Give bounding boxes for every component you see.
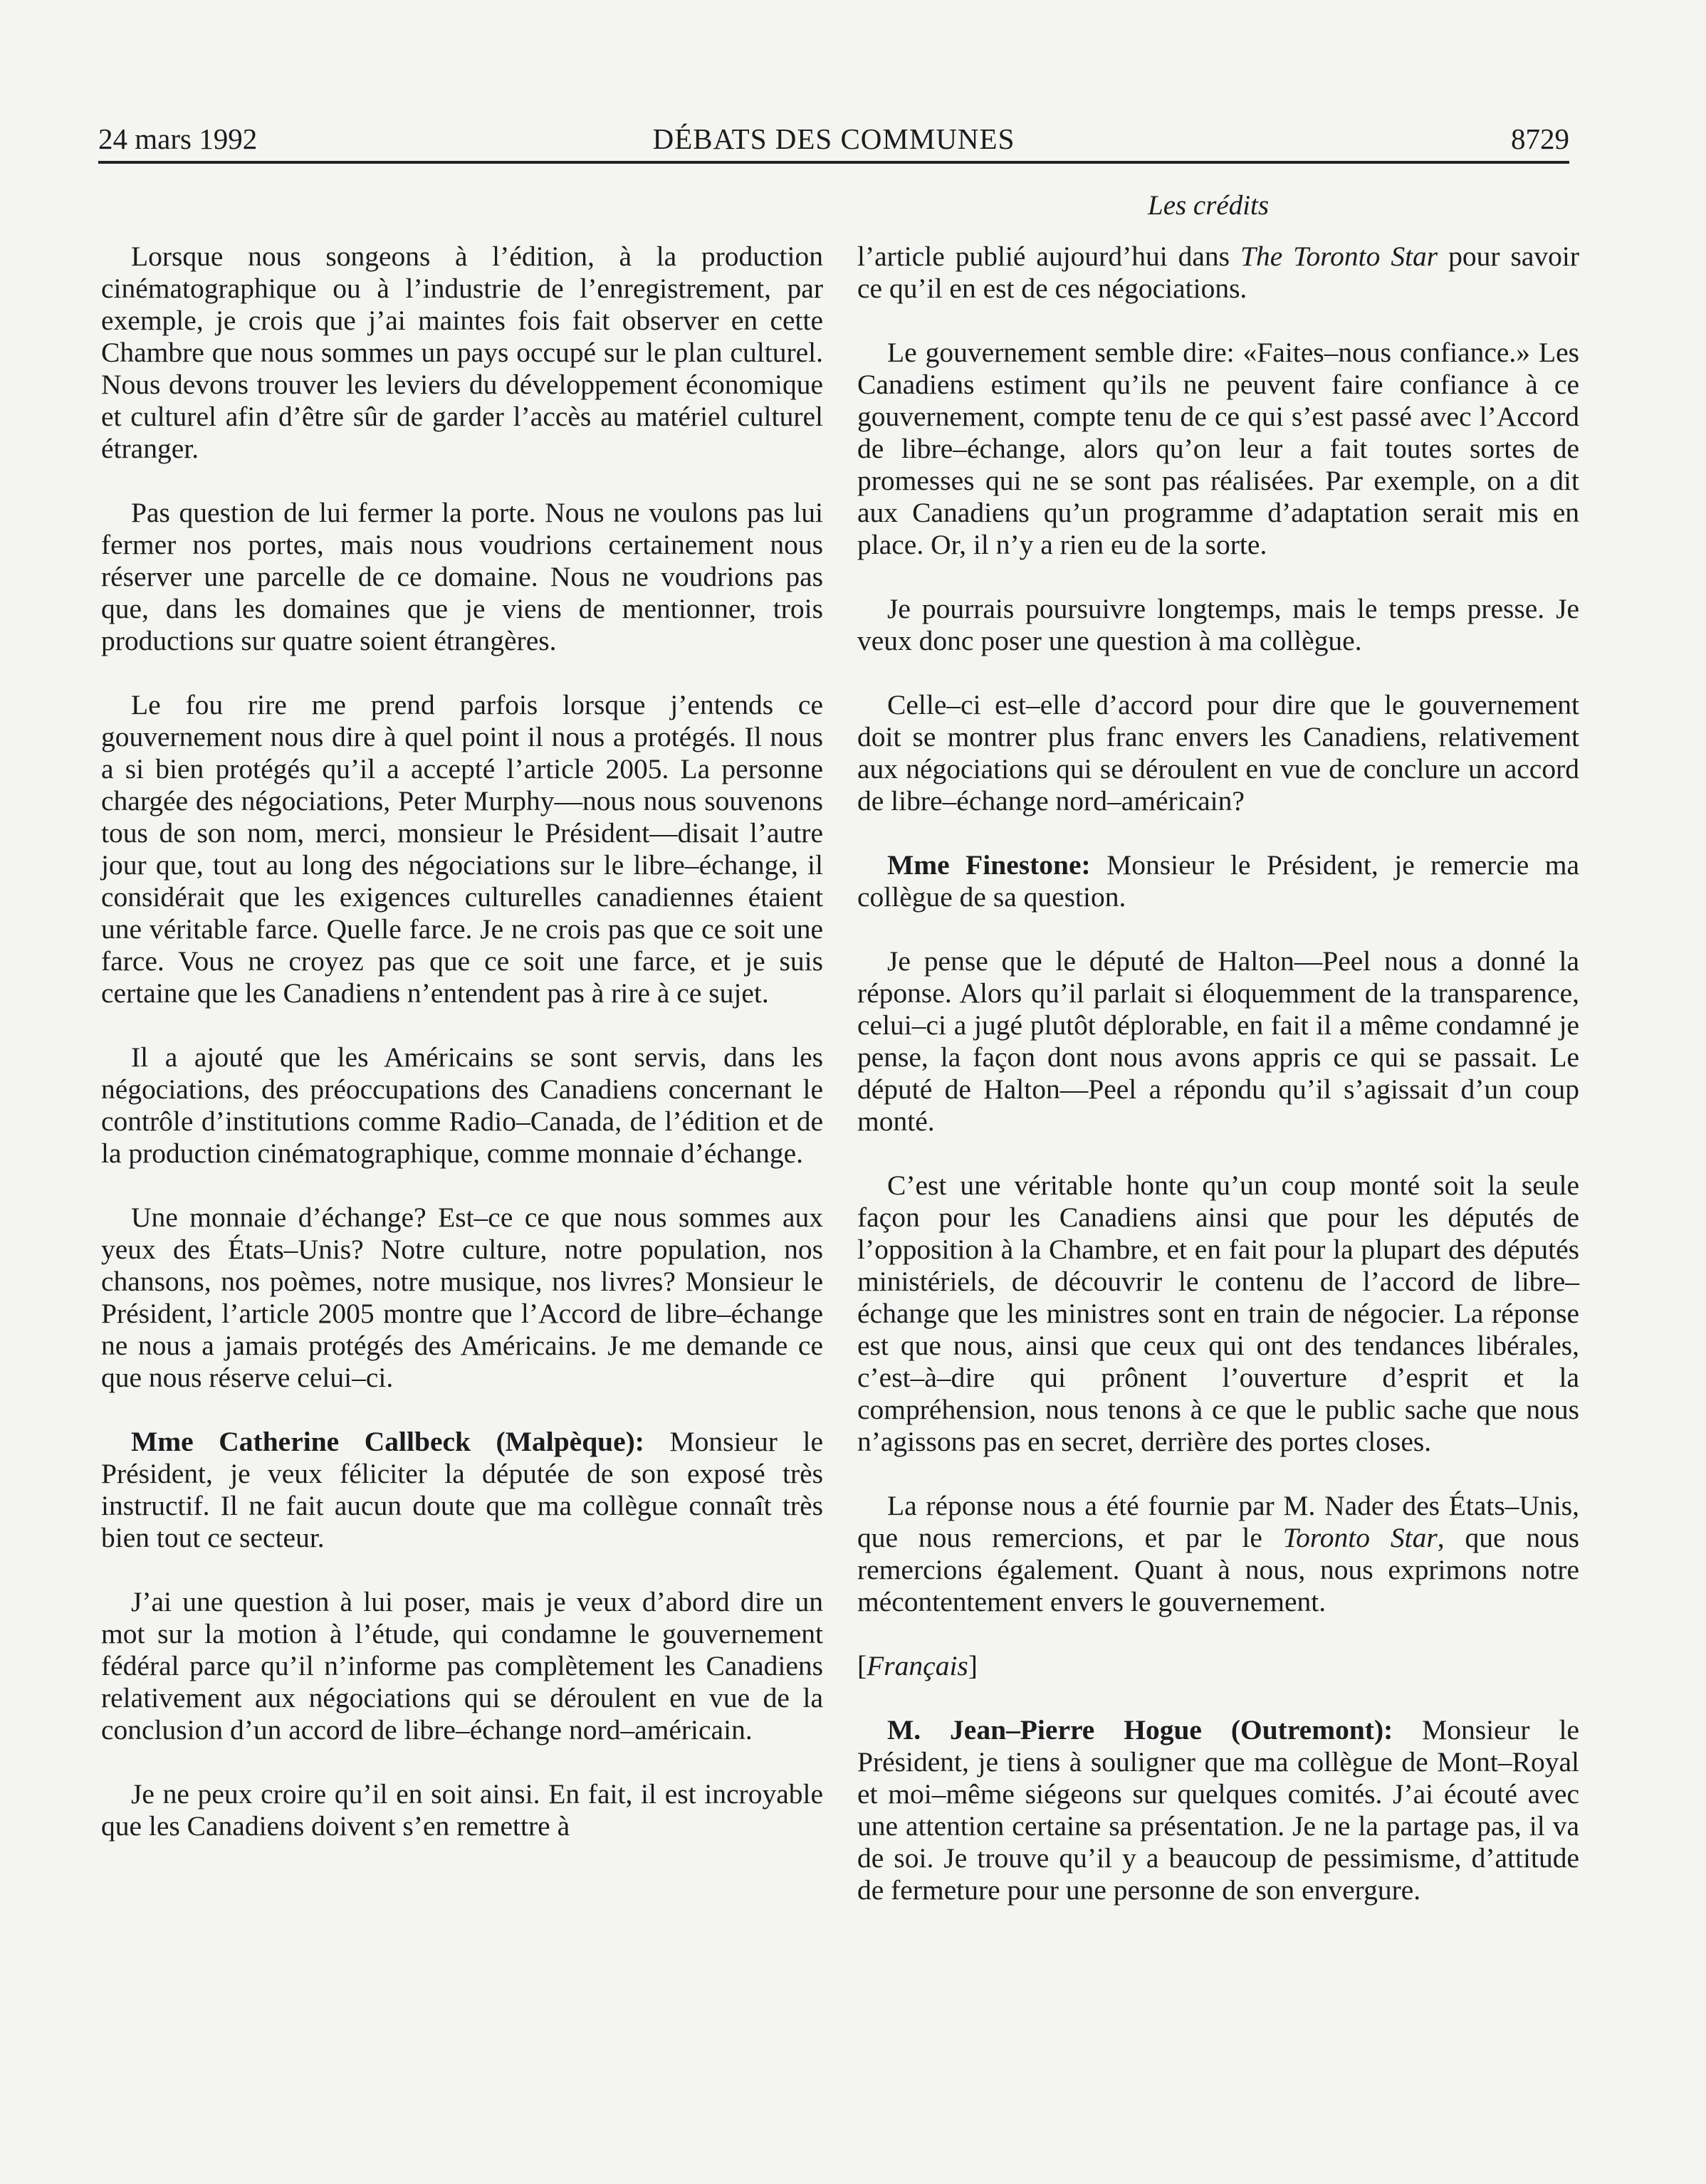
speech-paragraph bbox=[101, 1426, 823, 1554]
header-page-number: 8729 bbox=[1511, 122, 1569, 155]
paragraph-text: Il a ajouté que les Américains se sont servis, dans les négociations, des préoccupations des Canadiens concernant le contrôle d’institutions comme Radio–Canada, de l’édition et de la production cinématographique, comme monnaie d’échange. bbox=[101, 1041, 823, 1169]
paragraph bbox=[101, 1041, 823, 1170]
paragraph bbox=[857, 593, 1579, 657]
paragraph bbox=[857, 337, 1579, 561]
publication-title: The Toronto Star bbox=[1240, 241, 1438, 272]
speaker-name: Mme Finestone: bbox=[887, 849, 1091, 881]
paragraph-text: Le fou rire me prend parfois lorsque j’entends ce gouvernement nous dire à quel point il nous a protégés. Il nous a si bien protégés qu’il a accepté l’article 2005. La personne chargée des négociations, Peter Murphy—nous nous souvenons tous de son nom, merci, monsieur le Président—disait l’autre jour que, tout au long des négociations sur le libre–échange, il considérait que les exigences culturelles canadiennes étaient une véritable farce. Quelle farce. Je ne crois pas que ce soit une farce. Vous ne croyez pas que ce soit une farce, et je suis certaine que les Canadiens n’entendent pas à rire à ce sujet. bbox=[101, 689, 823, 1009]
speech-paragraph bbox=[857, 1714, 1579, 1906]
page-header bbox=[98, 114, 1569, 164]
header-date: 24 mars 1992 bbox=[98, 122, 258, 155]
speech-paragraph bbox=[857, 849, 1579, 913]
language-name: Français bbox=[867, 1650, 968, 1681]
speaker-name: M. Jean–Pierre Hogue (Outremont): bbox=[887, 1714, 1393, 1745]
paragraph-text: C’est une véritable honte qu’un coup monté soit la seule façon pour les Canadiens ainsi que pour les députés de l’opposition à la Chambre, et en fait pour la plupart des députés ministériels, de découvrir le contenu de l’accord de libre–échange que les ministres sont en train de négocier. La réponse est que nous, ainsi que ceux qui ont des tendances libérales, c’est–à–dire qui prônent l’ouverture d’esprit et la compréhension, nous tenons à ce que le public sache que nous n’agissons pas en secret, derrière des portes closes. bbox=[857, 1170, 1579, 1457]
publication-title: Toronto Star bbox=[1282, 1522, 1438, 1553]
paragraph-text: Monsieur le Président, je veux féliciter la députée de son exposé très instructif. Il ne fait aucun doute que ma collègue connaît très bien tout ce secteur. bbox=[101, 1426, 823, 1553]
paragraph bbox=[101, 689, 823, 1009]
right-column bbox=[857, 241, 1579, 1906]
paragraph-text: Monsieur le Président, je remercie ma collègue de sa question. bbox=[857, 849, 1579, 913]
paragraph-text: Je ne peux croire qu’il en soit ainsi. En fait, il est incroyable que les Canadiens doivent s’en remettre à bbox=[101, 1778, 823, 1842]
paragraph bbox=[857, 1170, 1579, 1458]
continued-paragraph bbox=[857, 241, 1579, 305]
left-column bbox=[101, 241, 823, 1842]
paragraph-text: Monsieur le Président, je tiens à souligner que ma collègue de Mont–Royal et moi–même siégeons sur quelques comités. J’ai écouté avec une attention certaine sa présentation. Je ne la partage pas, il va de soi. Je trouve qu’il y a beaucoup de pessimisme, d’attitude de fermeture pour une personne de son envergure. bbox=[857, 1714, 1579, 1906]
paragraph bbox=[101, 1202, 823, 1394]
paragraph bbox=[101, 241, 823, 465]
paragraph bbox=[857, 1490, 1579, 1618]
bracket-close: ] bbox=[968, 1650, 978, 1681]
paragraph-text: Je pense que le député de Halton—Peel nous a donné la réponse. Alors qu’il parlait si éloquemment de la transparence, celui–ci a jugé plutôt déplorable, en fait il a même condamné je pense, la façon dont nous avons appris ce qui se passait. Le député de Halton—Peel a répondu qu’il s’agissait d’un coup monté. bbox=[857, 945, 1579, 1137]
paragraph bbox=[101, 1778, 823, 1842]
speaker-name: Mme Catherine Callbeck (Malpèque): bbox=[131, 1426, 644, 1457]
paragraph bbox=[857, 945, 1579, 1138]
paragraph-text: La réponse nous a été fournie par M. Nader des États–Unis, que nous remercions, et par le bbox=[857, 1490, 1579, 1553]
paragraph-text: pour savoir ce qu’il en est de ces négociations. bbox=[857, 241, 1579, 304]
paragraph-text: Celle–ci est–elle d’accord pour dire que le gouvernement doit se montrer plus franc envers les Canadiens, relativement aux négociations qui se déroulent en vue de conclure un accord de libre–échange nord–américain? bbox=[857, 689, 1579, 817]
paragraph-text: J’ai une question à lui poser, mais je veux d’abord dire un mot sur la motion à l’étude, qui condamne le gouvernement fédéral parce qu’il n’informe pas complètement les Canadiens relativement aux négociations qui se déroulent en vue de la conclusion d’un accord de libre–échange nord–américain. bbox=[101, 1586, 823, 1745]
paragraph-text: Pas question de lui fermer la porte. Nous ne voulons pas lui fermer nos portes, mais nous voudrions certainement nous réserver une parcelle de ce domaine. Nous ne voudrions pas que, dans les domaines que je viens de mentionner, trois productions sur quatre soient étrangères. bbox=[101, 497, 823, 656]
paragraph-text: , que nous remercions également. Quant à nous, nous exprimons notre mécontentement envers le gouvernement. bbox=[857, 1522, 1579, 1617]
bracket-open: [ bbox=[857, 1650, 867, 1681]
paragraph bbox=[101, 1586, 823, 1746]
paragraph-text: Je pourrais poursuivre longtemps, mais le temps presse. Je veux donc poser une question à ma collègue. bbox=[857, 593, 1579, 656]
paragraph bbox=[101, 497, 823, 657]
paragraph-text: l’article publié aujourd’hui dans bbox=[857, 241, 1240, 272]
paragraph-text: Le gouvernement semble dire: «Faites–nous confiance.» Les Canadiens estiment qu’ils ne peuvent faire confiance à ce gouvernement, compte tenu de ce qui s’est passé avec l’Accord de libre–échange, alors qu’on leur a fait toutes sortes de promesses qui ne se sont pas réalisées. Par exemple, on a dit aux Canadiens qu’un programme d’adaptation serait mis en place. Or, il n’y a rien eu de la sorte. bbox=[857, 337, 1579, 560]
language-tag bbox=[857, 1650, 1579, 1682]
paragraph-text: Une monnaie d’échange? Est–ce ce que nous sommes aux yeux des États–Unis? Notre culture, notre population, nos chansons, nos poèmes, notre musique, nos livres? Monsieur le Président, l’article 2005 montre que l’Accord de libre–échange ne nous a jamais protégés des Américains. Je me demande ce que nous réserve celui–ci. bbox=[101, 1202, 823, 1393]
paragraph-text: Lorsque nous songeons à l’édition, à la production cinématographique ou à l’industrie de l’enregistrement, par exemple, je crois que j’ai maintes fois fait observer en cette Chambre que nous sommes un pays occupé sur le plan culturel. Nous devons trouver les leviers du développement économique et culturel afin d’être sûr de garder l’accès au matériel culturel étranger. bbox=[101, 241, 823, 464]
section-label: Les crédits bbox=[1148, 190, 1270, 221]
header-title: DÉBATS DES COMMUNES bbox=[652, 122, 1015, 155]
paragraph bbox=[857, 689, 1579, 817]
